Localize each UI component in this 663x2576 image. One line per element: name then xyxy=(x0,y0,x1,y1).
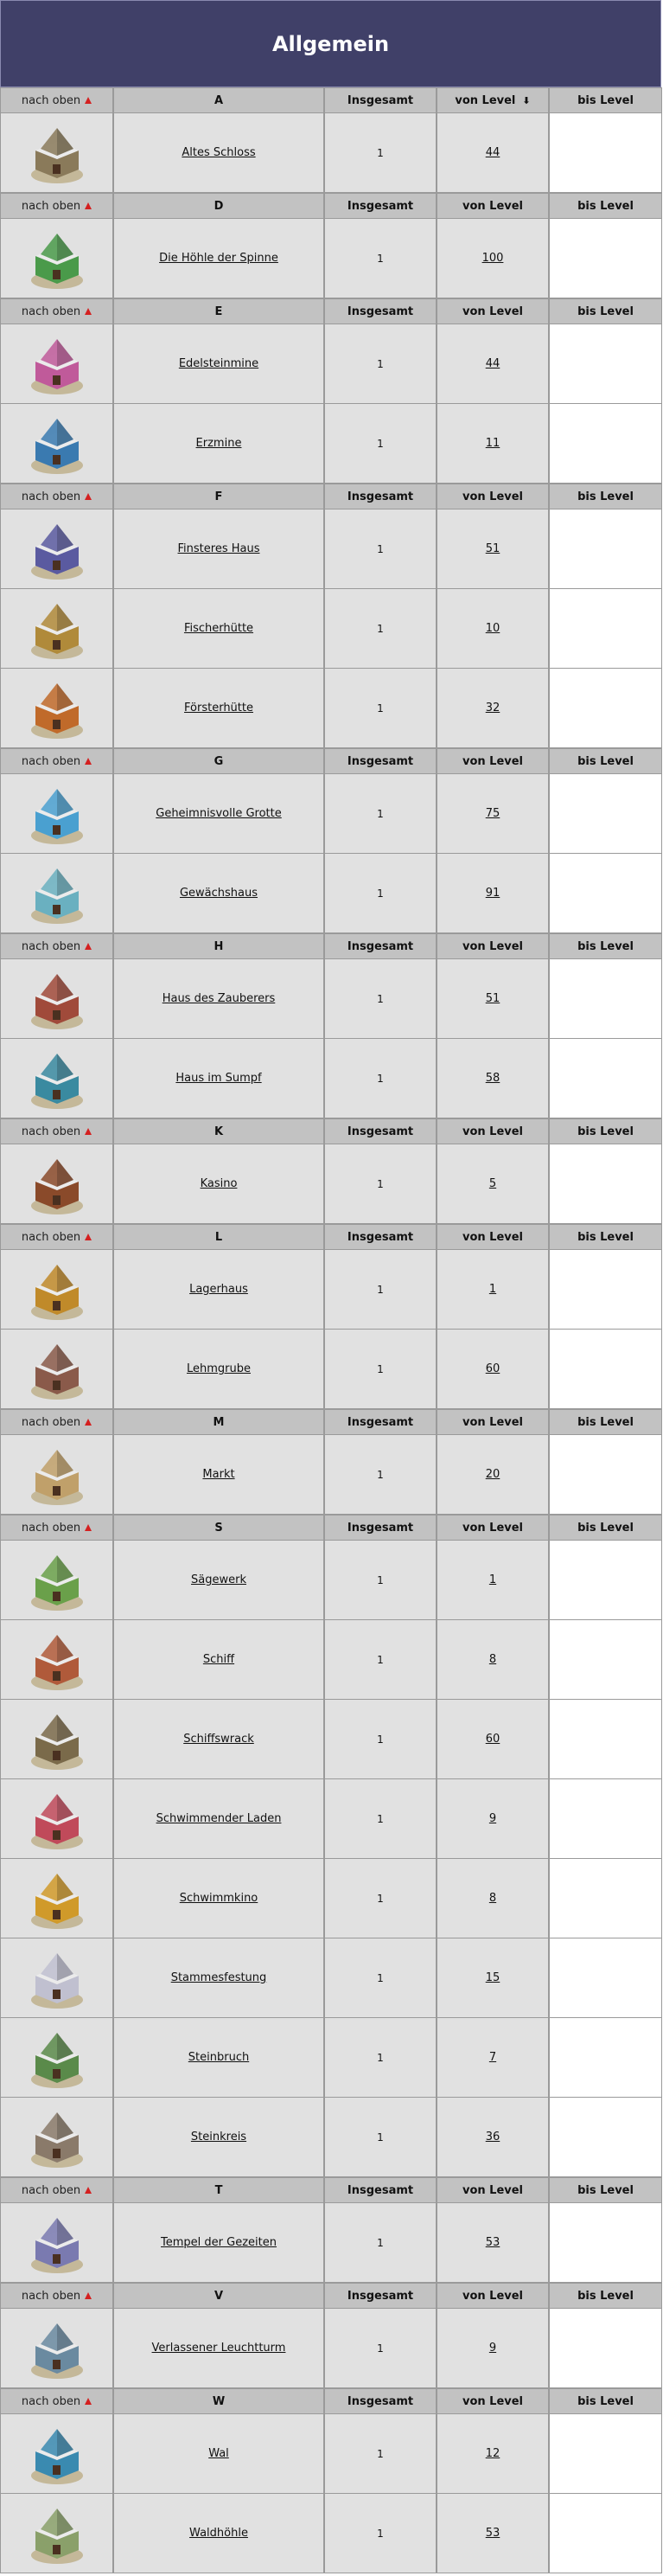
header-from-level[interactable]: von Level xyxy=(437,298,549,324)
dark-house-icon xyxy=(20,512,94,586)
total-value: 1 xyxy=(324,1620,437,1700)
building-name-link[interactable]: Waldhöhle xyxy=(189,2527,248,2540)
header-to-level[interactable]: bis Level xyxy=(549,1409,662,1435)
building-thumbnail xyxy=(0,1330,113,1409)
shipwreck-icon xyxy=(20,1702,94,1777)
up-arrow-icon xyxy=(85,943,92,950)
group-header-row xyxy=(0,193,662,219)
total-value: 1 xyxy=(324,774,437,854)
building-name-link[interactable]: Steinkreis xyxy=(190,2131,247,2143)
spider-cave-icon xyxy=(20,221,94,296)
building-name-link[interactable]: Sägewerk xyxy=(191,1573,246,1586)
table-row xyxy=(0,404,662,484)
table-row xyxy=(0,509,662,589)
from-level-link[interactable]: 51 xyxy=(485,542,500,555)
back-to-top-link[interactable]: nach oben xyxy=(0,933,113,959)
building-name-link[interactable]: Gewächshaus xyxy=(179,887,258,900)
group-letter: K xyxy=(113,1118,324,1144)
building-name-link[interactable]: Lehmgrube xyxy=(186,1362,251,1375)
from-level-link[interactable]: 44 xyxy=(485,357,500,370)
header-from-level[interactable]: von Level xyxy=(437,1409,549,1435)
building-thumbnail xyxy=(0,1435,113,1515)
total-value: 1 xyxy=(324,589,437,669)
group-letter: A xyxy=(113,87,324,113)
total-value: 1 xyxy=(324,404,437,484)
greenhouse-icon xyxy=(20,856,94,931)
to-level-value xyxy=(549,1700,662,1779)
from-level-link[interactable]: 12 xyxy=(485,2447,500,2460)
header-to-level[interactable]: bis Level xyxy=(549,1118,662,1144)
table-row xyxy=(0,113,662,193)
total-value: 1 xyxy=(324,324,437,404)
table-row xyxy=(0,1859,662,1938)
back-to-top-link[interactable]: nach oben xyxy=(0,1409,113,1435)
group-header-row xyxy=(0,484,662,509)
from-level-link[interactable]: 5 xyxy=(488,1177,497,1190)
to-level-value xyxy=(549,1330,662,1409)
total-value: 1 xyxy=(324,959,437,1039)
header-total: Insgesamt xyxy=(324,87,437,113)
building-thumbnail xyxy=(0,2494,113,2573)
total-value: 1 xyxy=(324,1435,437,1515)
page-title: Allgemein xyxy=(271,31,390,56)
to-level-value xyxy=(549,2309,662,2388)
building-thumbnail xyxy=(0,113,113,193)
warehouse-icon xyxy=(20,1253,94,1327)
building-thumbnail xyxy=(0,1620,113,1700)
table-row xyxy=(0,1435,662,1515)
table-row xyxy=(0,1620,662,1700)
building-name-link[interactable]: Markt xyxy=(202,1468,235,1481)
header-from-level[interactable]: von Level xyxy=(437,193,549,219)
from-level-link[interactable]: 8 xyxy=(488,1892,497,1905)
from-level-link[interactable]: 1 xyxy=(488,1573,497,1586)
building-thumbnail xyxy=(0,959,113,1039)
building-thumbnail xyxy=(0,589,113,669)
from-level-link[interactable]: 60 xyxy=(485,1362,500,1375)
building-name-link[interactable]: Wal xyxy=(208,2447,229,2460)
from-level-link[interactable]: 53 xyxy=(485,2527,500,2540)
from-level-link[interactable]: 20 xyxy=(485,1468,500,1481)
from-level-link[interactable]: 10 xyxy=(485,622,500,635)
total-value: 1 xyxy=(324,1938,437,2018)
up-arrow-icon xyxy=(85,2292,92,2299)
page-title-bar xyxy=(0,0,661,87)
up-arrow-icon xyxy=(85,1234,92,1240)
header-to-level[interactable]: bis Level xyxy=(549,193,662,219)
casino-icon xyxy=(20,1147,94,1221)
header-total: Insgesamt xyxy=(324,2283,437,2309)
total-value: 1 xyxy=(324,2203,437,2283)
header-from-level[interactable]: von Level xyxy=(437,748,549,774)
mystery-grotto-icon xyxy=(20,777,94,851)
building-name-link[interactable]: Schiff xyxy=(202,1653,235,1666)
table-row xyxy=(0,589,662,669)
header-total: Insgesamt xyxy=(324,298,437,324)
from-level-link[interactable]: 53 xyxy=(485,2236,500,2249)
group-letter: L xyxy=(113,1224,324,1250)
tribal-fortress-icon xyxy=(20,1941,94,2015)
table-row xyxy=(0,959,662,1039)
swamp-house-icon xyxy=(20,1041,94,1116)
building-name-link[interactable]: Haus im Sumpf xyxy=(175,1072,262,1085)
to-level-value xyxy=(549,219,662,298)
total-value: 1 xyxy=(324,219,437,298)
header-from-level[interactable]: von Level xyxy=(437,2388,549,2414)
building-name-link[interactable]: Die Höhle der Spinne xyxy=(159,252,278,265)
building-thumbnail xyxy=(0,854,113,933)
building-thumbnail xyxy=(0,324,113,404)
header-to-level[interactable]: bis Level xyxy=(549,2177,662,2203)
up-arrow-icon xyxy=(85,1419,92,1426)
building-name-link[interactable]: Erzmine xyxy=(195,437,242,450)
table-row xyxy=(0,2018,662,2098)
building-thumbnail xyxy=(0,2018,113,2098)
from-level-link[interactable]: 60 xyxy=(485,1733,500,1746)
market-icon xyxy=(20,1438,94,1512)
to-level-value xyxy=(549,854,662,933)
to-level-value xyxy=(549,1144,662,1224)
whale-icon xyxy=(20,2417,94,2491)
total-value: 1 xyxy=(324,2494,437,2573)
building-table xyxy=(0,87,662,2573)
from-level-link[interactable]: 36 xyxy=(485,2131,500,2143)
group-letter: E xyxy=(113,298,324,324)
to-level-value xyxy=(549,1250,662,1330)
to-level-value xyxy=(549,959,662,1039)
from-level-link[interactable]: 44 xyxy=(485,146,500,159)
to-level-value xyxy=(549,1541,662,1620)
ship-icon xyxy=(20,1623,94,1697)
back-to-top-link[interactable]: nach oben xyxy=(0,2388,113,2414)
header-from-level[interactable]: von Level xyxy=(437,2283,549,2309)
building-thumbnail xyxy=(0,1541,113,1620)
group-header-row xyxy=(0,2177,662,2203)
header-total: Insgesamt xyxy=(324,2388,437,2414)
table-row xyxy=(0,1541,662,1620)
back-to-top-link[interactable]: nach oben xyxy=(0,2177,113,2203)
building-name-link[interactable]: Lagerhaus xyxy=(189,1283,248,1296)
header-from-level[interactable]: von Level xyxy=(437,1224,549,1250)
header-from-level[interactable]: von Level xyxy=(437,2177,549,2203)
forest-cave-icon xyxy=(20,2496,94,2571)
to-level-value xyxy=(549,669,662,748)
building-thumbnail xyxy=(0,1039,113,1118)
up-arrow-icon xyxy=(85,493,92,500)
to-level-value xyxy=(549,2414,662,2494)
group-letter: S xyxy=(113,1515,324,1541)
header-to-level[interactable]: bis Level xyxy=(549,1224,662,1250)
group-letter: G xyxy=(113,748,324,774)
to-level-value xyxy=(549,2494,662,2573)
building-thumbnail xyxy=(0,1938,113,2018)
to-level-value xyxy=(549,1859,662,1938)
building-name-link[interactable]: Verlassener Leuchtturm xyxy=(151,2342,286,2355)
back-to-top-link[interactable]: nach oben xyxy=(0,748,113,774)
back-to-top-link[interactable]: nach oben xyxy=(0,484,113,509)
back-to-top-link[interactable]: nach oben xyxy=(0,2283,113,2309)
to-level-value xyxy=(549,2098,662,2177)
building-name-link[interactable]: Finsteres Haus xyxy=(177,542,260,555)
building-name-link[interactable]: Altes Schloss xyxy=(182,146,256,159)
building-name-link[interactable]: Schiffswrack xyxy=(183,1733,254,1746)
building-thumbnail xyxy=(0,2203,113,2283)
building-thumbnail xyxy=(0,404,113,484)
from-level-link[interactable]: 9 xyxy=(488,1812,497,1825)
building-name-link[interactable]: Steinbruch xyxy=(188,2051,250,2064)
building-thumbnail xyxy=(0,1144,113,1224)
from-level-link[interactable]: 9 xyxy=(488,2342,497,2355)
header-from-level[interactable]: von Level xyxy=(437,1118,549,1144)
group-letter: H xyxy=(113,933,324,959)
to-level-value xyxy=(549,774,662,854)
table-row xyxy=(0,2494,662,2573)
building-thumbnail xyxy=(0,1700,113,1779)
group-letter: M xyxy=(113,1409,324,1435)
header-from-level[interactable]: von Level xyxy=(437,1515,549,1541)
from-level-link[interactable]: 15 xyxy=(485,1971,500,1984)
header-from-level[interactable]: von Level xyxy=(437,484,549,509)
total-value: 1 xyxy=(324,2414,437,2494)
group-letter: W xyxy=(113,2388,324,2414)
header-to-level[interactable]: bis Level xyxy=(549,1515,662,1541)
total-value: 1 xyxy=(324,1250,437,1330)
to-level-value xyxy=(549,1938,662,2018)
back-to-top-link[interactable]: nach oben xyxy=(0,298,113,324)
to-level-value xyxy=(549,1779,662,1859)
back-to-top-link[interactable]: nach oben xyxy=(0,1118,113,1144)
building-thumbnail xyxy=(0,669,113,748)
back-to-top-link[interactable]: nach oben xyxy=(0,1224,113,1250)
from-level-link[interactable]: 91 xyxy=(485,887,500,900)
to-level-value xyxy=(549,113,662,193)
to-level-value xyxy=(549,589,662,669)
group-header-row xyxy=(0,1515,662,1541)
fisher-hut-icon xyxy=(20,592,94,666)
from-level-link[interactable]: 1 xyxy=(488,1283,497,1296)
building-thumbnail xyxy=(0,509,113,589)
header-total: Insgesamt xyxy=(324,933,437,959)
sort-down-icon[interactable]: ⬇ xyxy=(522,94,531,106)
building-name-link[interactable]: Tempel der Gezeiten xyxy=(161,2236,277,2249)
header-to-level[interactable]: bis Level xyxy=(549,484,662,509)
from-level-link[interactable]: 32 xyxy=(485,702,500,714)
building-thumbnail xyxy=(0,774,113,854)
table-row xyxy=(0,1144,662,1224)
table-row xyxy=(0,2203,662,2283)
to-level-value xyxy=(549,1435,662,1515)
to-level-value xyxy=(549,2018,662,2098)
total-value: 1 xyxy=(324,113,437,193)
header-from-level[interactable]: von Level ⬇ xyxy=(437,87,549,113)
total-value: 1 xyxy=(324,1700,437,1779)
total-value: 1 xyxy=(324,854,437,933)
floating-shop-icon xyxy=(20,1782,94,1856)
to-level-value xyxy=(549,509,662,589)
from-level-link[interactable]: 11 xyxy=(485,437,500,450)
group-header-row xyxy=(0,2283,662,2309)
ore-mine-icon xyxy=(20,407,94,481)
table-row xyxy=(0,669,662,748)
up-arrow-icon xyxy=(85,1524,92,1531)
up-arrow-icon xyxy=(85,1128,92,1135)
up-arrow-icon xyxy=(85,97,92,104)
clay-pit-icon xyxy=(20,1332,94,1407)
header-to-level[interactable]: bis Level xyxy=(549,933,662,959)
building-name-link[interactable]: Schwimmender Laden xyxy=(156,1812,282,1825)
header-to-level[interactable]: bis Level xyxy=(549,2388,662,2414)
group-header-row xyxy=(0,298,662,324)
table-row xyxy=(0,1938,662,2018)
total-value: 1 xyxy=(324,2098,437,2177)
from-level-link[interactable]: 51 xyxy=(485,992,500,1005)
header-total: Insgesamt xyxy=(324,484,437,509)
building-name-link[interactable]: Stammesfestung xyxy=(170,1971,267,1984)
header-to-level[interactable]: bis Level xyxy=(549,87,662,113)
table-row xyxy=(0,854,662,933)
header-total: Insgesamt xyxy=(324,1224,437,1250)
table-row xyxy=(0,1700,662,1779)
total-value: 1 xyxy=(324,2309,437,2388)
group-header-row xyxy=(0,1409,662,1435)
building-name-link[interactable]: Schwimmkino xyxy=(179,1892,258,1905)
back-to-top-link[interactable]: nach oben xyxy=(0,87,113,113)
floating-cinema-icon xyxy=(20,1862,94,1936)
from-level-link[interactable]: 100 xyxy=(481,252,504,265)
header-total: Insgesamt xyxy=(324,1409,437,1435)
group-header-row xyxy=(0,87,662,113)
building-name-link[interactable]: Edelsteinmine xyxy=(178,357,259,370)
group-letter: F xyxy=(113,484,324,509)
header-total: Insgesamt xyxy=(324,193,437,219)
to-level-value xyxy=(549,1039,662,1118)
gem-mine-icon xyxy=(20,327,94,401)
header-to-level[interactable]: bis Level xyxy=(549,748,662,774)
table-row xyxy=(0,2098,662,2177)
building-thumbnail xyxy=(0,1250,113,1330)
up-arrow-icon xyxy=(85,202,92,209)
from-level-link[interactable]: 58 xyxy=(485,1072,500,1085)
table-row xyxy=(0,1779,662,1859)
total-value: 1 xyxy=(324,509,437,589)
building-thumbnail xyxy=(0,2309,113,2388)
group-letter: V xyxy=(113,2283,324,2309)
building-name-link[interactable]: Geheimnisvolle Grotte xyxy=(156,807,282,820)
building-thumbnail xyxy=(0,219,113,298)
abandoned-lighthouse-icon xyxy=(20,2311,94,2386)
back-to-top-link[interactable]: nach oben xyxy=(0,193,113,219)
from-level-link[interactable]: 8 xyxy=(488,1653,497,1666)
to-level-value xyxy=(549,404,662,484)
header-total: Insgesamt xyxy=(324,1515,437,1541)
table-row xyxy=(0,219,662,298)
total-value: 1 xyxy=(324,1330,437,1409)
building-name-link[interactable]: Haus des Zauberers xyxy=(162,992,276,1005)
up-arrow-icon xyxy=(85,308,92,315)
tide-temple-icon xyxy=(20,2206,94,2280)
group-header-row xyxy=(0,2388,662,2414)
building-thumbnail xyxy=(0,2414,113,2494)
building-name-link[interactable]: Försterhütte xyxy=(184,702,253,714)
total-value: 1 xyxy=(324,1779,437,1859)
to-level-value xyxy=(549,1620,662,1700)
from-level-link[interactable]: 75 xyxy=(485,807,500,820)
wizard-house-icon xyxy=(20,962,94,1036)
sawmill-icon xyxy=(20,1543,94,1618)
from-level-link[interactable]: 7 xyxy=(488,2051,497,2064)
header-from-level[interactable]: von Level xyxy=(437,933,549,959)
group-letter: D xyxy=(113,193,324,219)
table-row xyxy=(0,324,662,404)
up-arrow-icon xyxy=(85,2187,92,2194)
building-thumbnail xyxy=(0,1859,113,1938)
table-row xyxy=(0,2414,662,2494)
header-total: Insgesamt xyxy=(324,1118,437,1144)
stone-circle-icon xyxy=(20,2100,94,2175)
to-level-value xyxy=(549,324,662,404)
header-to-level[interactable]: bis Level xyxy=(549,298,662,324)
quarry-icon xyxy=(20,2021,94,2095)
table-row xyxy=(0,2309,662,2388)
total-value: 1 xyxy=(324,1859,437,1938)
total-value: 1 xyxy=(324,1039,437,1118)
group-header-row xyxy=(0,1224,662,1250)
total-value: 1 xyxy=(324,1144,437,1224)
group-header-row xyxy=(0,748,662,774)
total-value: 1 xyxy=(324,1541,437,1620)
forester-hut-icon xyxy=(20,671,94,746)
building-thumbnail xyxy=(0,1779,113,1859)
table-row xyxy=(0,1250,662,1330)
group-letter: T xyxy=(113,2177,324,2203)
building-name-link[interactable]: Kasino xyxy=(200,1177,238,1190)
old-castle-icon xyxy=(20,116,94,190)
building-thumbnail xyxy=(0,2098,113,2177)
total-value: 1 xyxy=(324,2018,437,2098)
table-row xyxy=(0,1039,662,1118)
group-header-row xyxy=(0,1118,662,1144)
to-level-value xyxy=(549,2203,662,2283)
header-total: Insgesamt xyxy=(324,2177,437,2203)
total-value: 1 xyxy=(324,669,437,748)
building-name-link[interactable]: Fischerhütte xyxy=(183,622,254,635)
header-to-level[interactable]: bis Level xyxy=(549,2283,662,2309)
header-total: Insgesamt xyxy=(324,748,437,774)
group-header-row xyxy=(0,933,662,959)
up-arrow-icon xyxy=(85,758,92,765)
table-row xyxy=(0,1330,662,1409)
table-row xyxy=(0,774,662,854)
up-arrow-icon xyxy=(85,2398,92,2405)
back-to-top-link[interactable]: nach oben xyxy=(0,1515,113,1541)
